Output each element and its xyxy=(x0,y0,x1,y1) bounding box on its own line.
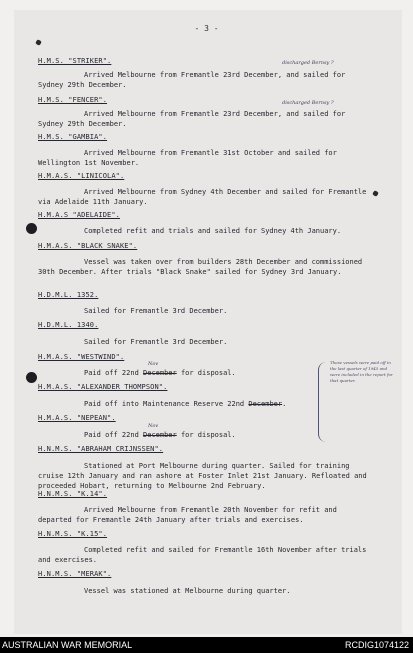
archive-name: AUSTRALIAN WAR MEMORIAL xyxy=(2,640,133,650)
entry-body: Sailed for Fremantle 3rd December. xyxy=(84,307,228,315)
archive-footer-bar xyxy=(0,637,413,653)
entry-body: Completed refit and trials and sailed for Sydney 4th January. xyxy=(84,227,342,235)
entry-heading: H.M.S. "FENCER". xyxy=(38,96,108,104)
entry-body: Arrived Melbourne from Fremantle 31st October and sailed for Wellington 1st November. xyxy=(38,149,337,167)
entry-body: Sailed for Fremantle 3rd December. xyxy=(84,338,228,346)
entry-body: Paid off 22nd December for disposal. xyxy=(84,369,236,377)
punch-hole-upper xyxy=(26,223,37,234)
entry-heading: H.M.A.S. "LINICOLA". xyxy=(38,172,125,180)
entry-heading: H.M.A.S. "NEPEAN". xyxy=(38,414,116,422)
entry-body: Paid off into Maintenance Reserve 22nd December. xyxy=(84,400,287,408)
entry-body: Vessel was taken over from builders 28th December and commissioned 30th December. After trials "Black Snake" sailed for Sydney 3rd January. xyxy=(38,258,363,276)
margin-note: These vessels were paid off in the last quarter of 1945 and were included in the report for that quarter. xyxy=(330,360,393,383)
entry-heading: H.M.S. "GAMBIA". xyxy=(38,133,108,141)
handwritten-note: discharged Bernsy ? xyxy=(282,100,334,106)
entry-body: Completed refit and sailed for Fremantle 16th November after trials and exercises. xyxy=(38,546,367,564)
entry-heading: H.M.A.S. "WESTWIND". xyxy=(38,353,125,361)
page-number: - 3 - xyxy=(194,24,219,33)
entry-heading: H.N.M.S. "MERAK". xyxy=(38,570,112,578)
entry-body: Arrived Melbourne from Fremantle 23rd December, and sailed for Sydney 29th December. xyxy=(38,110,346,128)
entry-heading: H.D.M.L. 1352. xyxy=(38,291,99,299)
handwritten-note: Nov xyxy=(148,361,159,367)
entry-body: Vessel was stationed at Melbourne during quarter. xyxy=(84,587,291,595)
entry-heading: H.D.M.L. 1340. xyxy=(38,321,99,329)
entry-heading: H.M.A.S. "BLACK SNAKE". xyxy=(38,242,138,250)
entry-body: Arrived Melbourne from Fremantle 20th November for refit and departed for Fremantle 24th January after trials and exercises. xyxy=(38,506,337,524)
entry-body: Stationed at Port Melbourne during quarter. Sailed for training cruise 12th January and ran ashore at Foster Inlet 21st January. Refloated and proceeded Hobart, returning to Melbourne 2nd February. xyxy=(38,462,367,490)
entry-heading: H.N.M.S. "K.15". xyxy=(38,530,108,538)
entry-heading: H.M.A.S. "ALEXANDER THOMPSON". xyxy=(38,383,168,391)
punch-hole-lower xyxy=(26,372,37,383)
handwritten-note: Nov xyxy=(148,423,159,429)
entry-heading: H.M.A.S "ADELAIDE". xyxy=(38,211,120,219)
entry-body: Arrived Melbourne from Sydney 4th December and sailed for Fremantle via Adelaide 11th January. xyxy=(38,188,367,206)
entry-heading: H.N.M.S. "K.14". xyxy=(38,490,108,498)
entry-body: Paid off 22nd December for disposal. xyxy=(84,431,236,439)
entry-body: Arrived Melbourne from Fremantle 23rd December, and sailed for Sydney 29th December. xyxy=(38,71,346,89)
record-id: RCDIG1074122 xyxy=(344,640,409,650)
entry-heading: H.N.M.S. "ABRAHAM CRIJNSSEN". xyxy=(38,445,164,453)
handwritten-note: discharged Bernsy ? xyxy=(282,60,334,66)
entry-heading: H.M.S. "STRIKER". xyxy=(38,57,112,65)
